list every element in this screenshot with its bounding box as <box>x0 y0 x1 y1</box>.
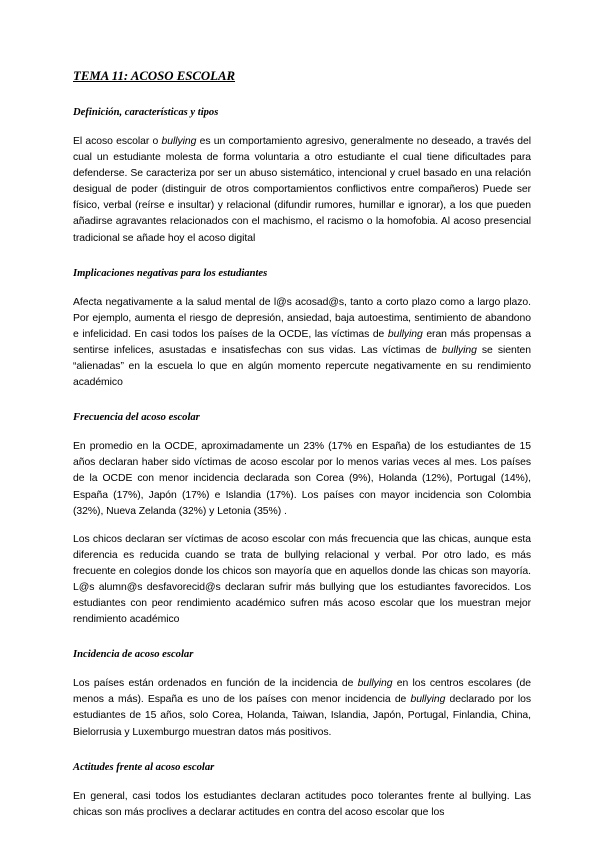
section-heading: Frecuencia del acoso escolar <box>73 412 200 424</box>
section-actitudes <box>73 761 531 821</box>
paragraph: En general, casi todos los estudiantes declaran actitudes poco tolerantes frente al bullying. Las chicas son más proclives a declarar actitudes en contra del acoso escolar que los <box>73 790 531 818</box>
section-heading: Incidencia de acoso escolar <box>73 649 194 661</box>
section-heading: Actitudes frente al acoso escolar <box>73 761 215 773</box>
document-page <box>73 68 531 841</box>
paragraph: En promedio en la OCDE, aproximadamente un 23% (17% en España) de los estudiantes de 15 años declaran haber sido víctimas de acoso escolar por lo menos varias veces al mes. Los países de la OCDE con menor incidencia declarada son Corea (9%), Holanda (12%), Portugal (14%), España (17%), Japón (17%) e Islandia (17%). Los países con mayor incidencia son Colombia (32%), Nueva Zelanda (32%) y Letonia (35%) . <box>73 441 531 517</box>
section-frecuencia <box>73 411 531 628</box>
section-implicaciones <box>73 267 531 392</box>
paragraph: Los chicos declaran ser víctimas de acoso escolar con más frecuencia que las chicas, aunque esta diferencia es reducida cuando se trata de bullying relacional y verbal. Por otro lado, es más frecuente en colegios donde los chicos son mayoría que en aquellos donde las chicas son mayoría. L@s alumn@s desfavorecid@s declaran sufrir más bullying que los estudiantes favorecidos. Los estudiantes con peor rendimiento académico sufren más acoso escolar que los muestran mejor rendimiento académico <box>73 533 531 626</box>
paragraph: El acoso escolar o bullying es un comportamiento agresivo, generalmente no deseado, a través del cual un estudiante molesta de forma voluntaria a otro estudiante el cual tiene dificultades para defenderse. Se caracteriza por ser un abuso sistemático, intencional y cruel basado en una relación desigual de poder (distinguir de otros comportamientos conflictivos entre compañeros) Puede ser físico, verbal (reírse e insultar) y relacional (difundir rumores, humillar e ignorar), a los que pueden añadirse agravantes relacionados con el machismo, el racismo o la homofobia. Al acoso presencial tradicional se añade hoy el acoso digital <box>73 136 531 244</box>
section-incidencia <box>73 648 531 740</box>
section-heading: Definición, características y tipos <box>73 107 219 118</box>
document-title: TEMA 11: ACOSO ESCOLAR <box>73 69 236 83</box>
section-heading: Implicaciones negativas para los estudiantes <box>73 267 268 279</box>
paragraph: Los países están ordenados en función de la incidencia de bullying en los centros escolares (de menos a más). España es uno de los países con menor incidencia de bullying declarado por los estudiantes de 15 años, solo Corea, Holanda, Taiwan, Islandia, Japón, Portugal, Finlandia, China, Bielorrusia y Luxemburgo muestran datos más positivos. <box>73 678 532 738</box>
section-definicion <box>73 106 531 247</box>
paragraph: Afecta negativamente a la salud mental de l@s acosad@s, tanto a corto plazo como a largo plazo. Por ejemplo, aumenta el riesgo de depresión, ansiedad, baja autoestima, sentimiento de abandono e infelicidad. En casi todos los países de la OCDE, las víctimas de bullying eran más propensas a sentirse infelices, asustadas e insatisfechas con sus vidas. Las víctimas de bullying se sienten “alienadas” en la escuela lo que en algún momento repercute negativamente en su rendimiento académico <box>73 296 531 389</box>
